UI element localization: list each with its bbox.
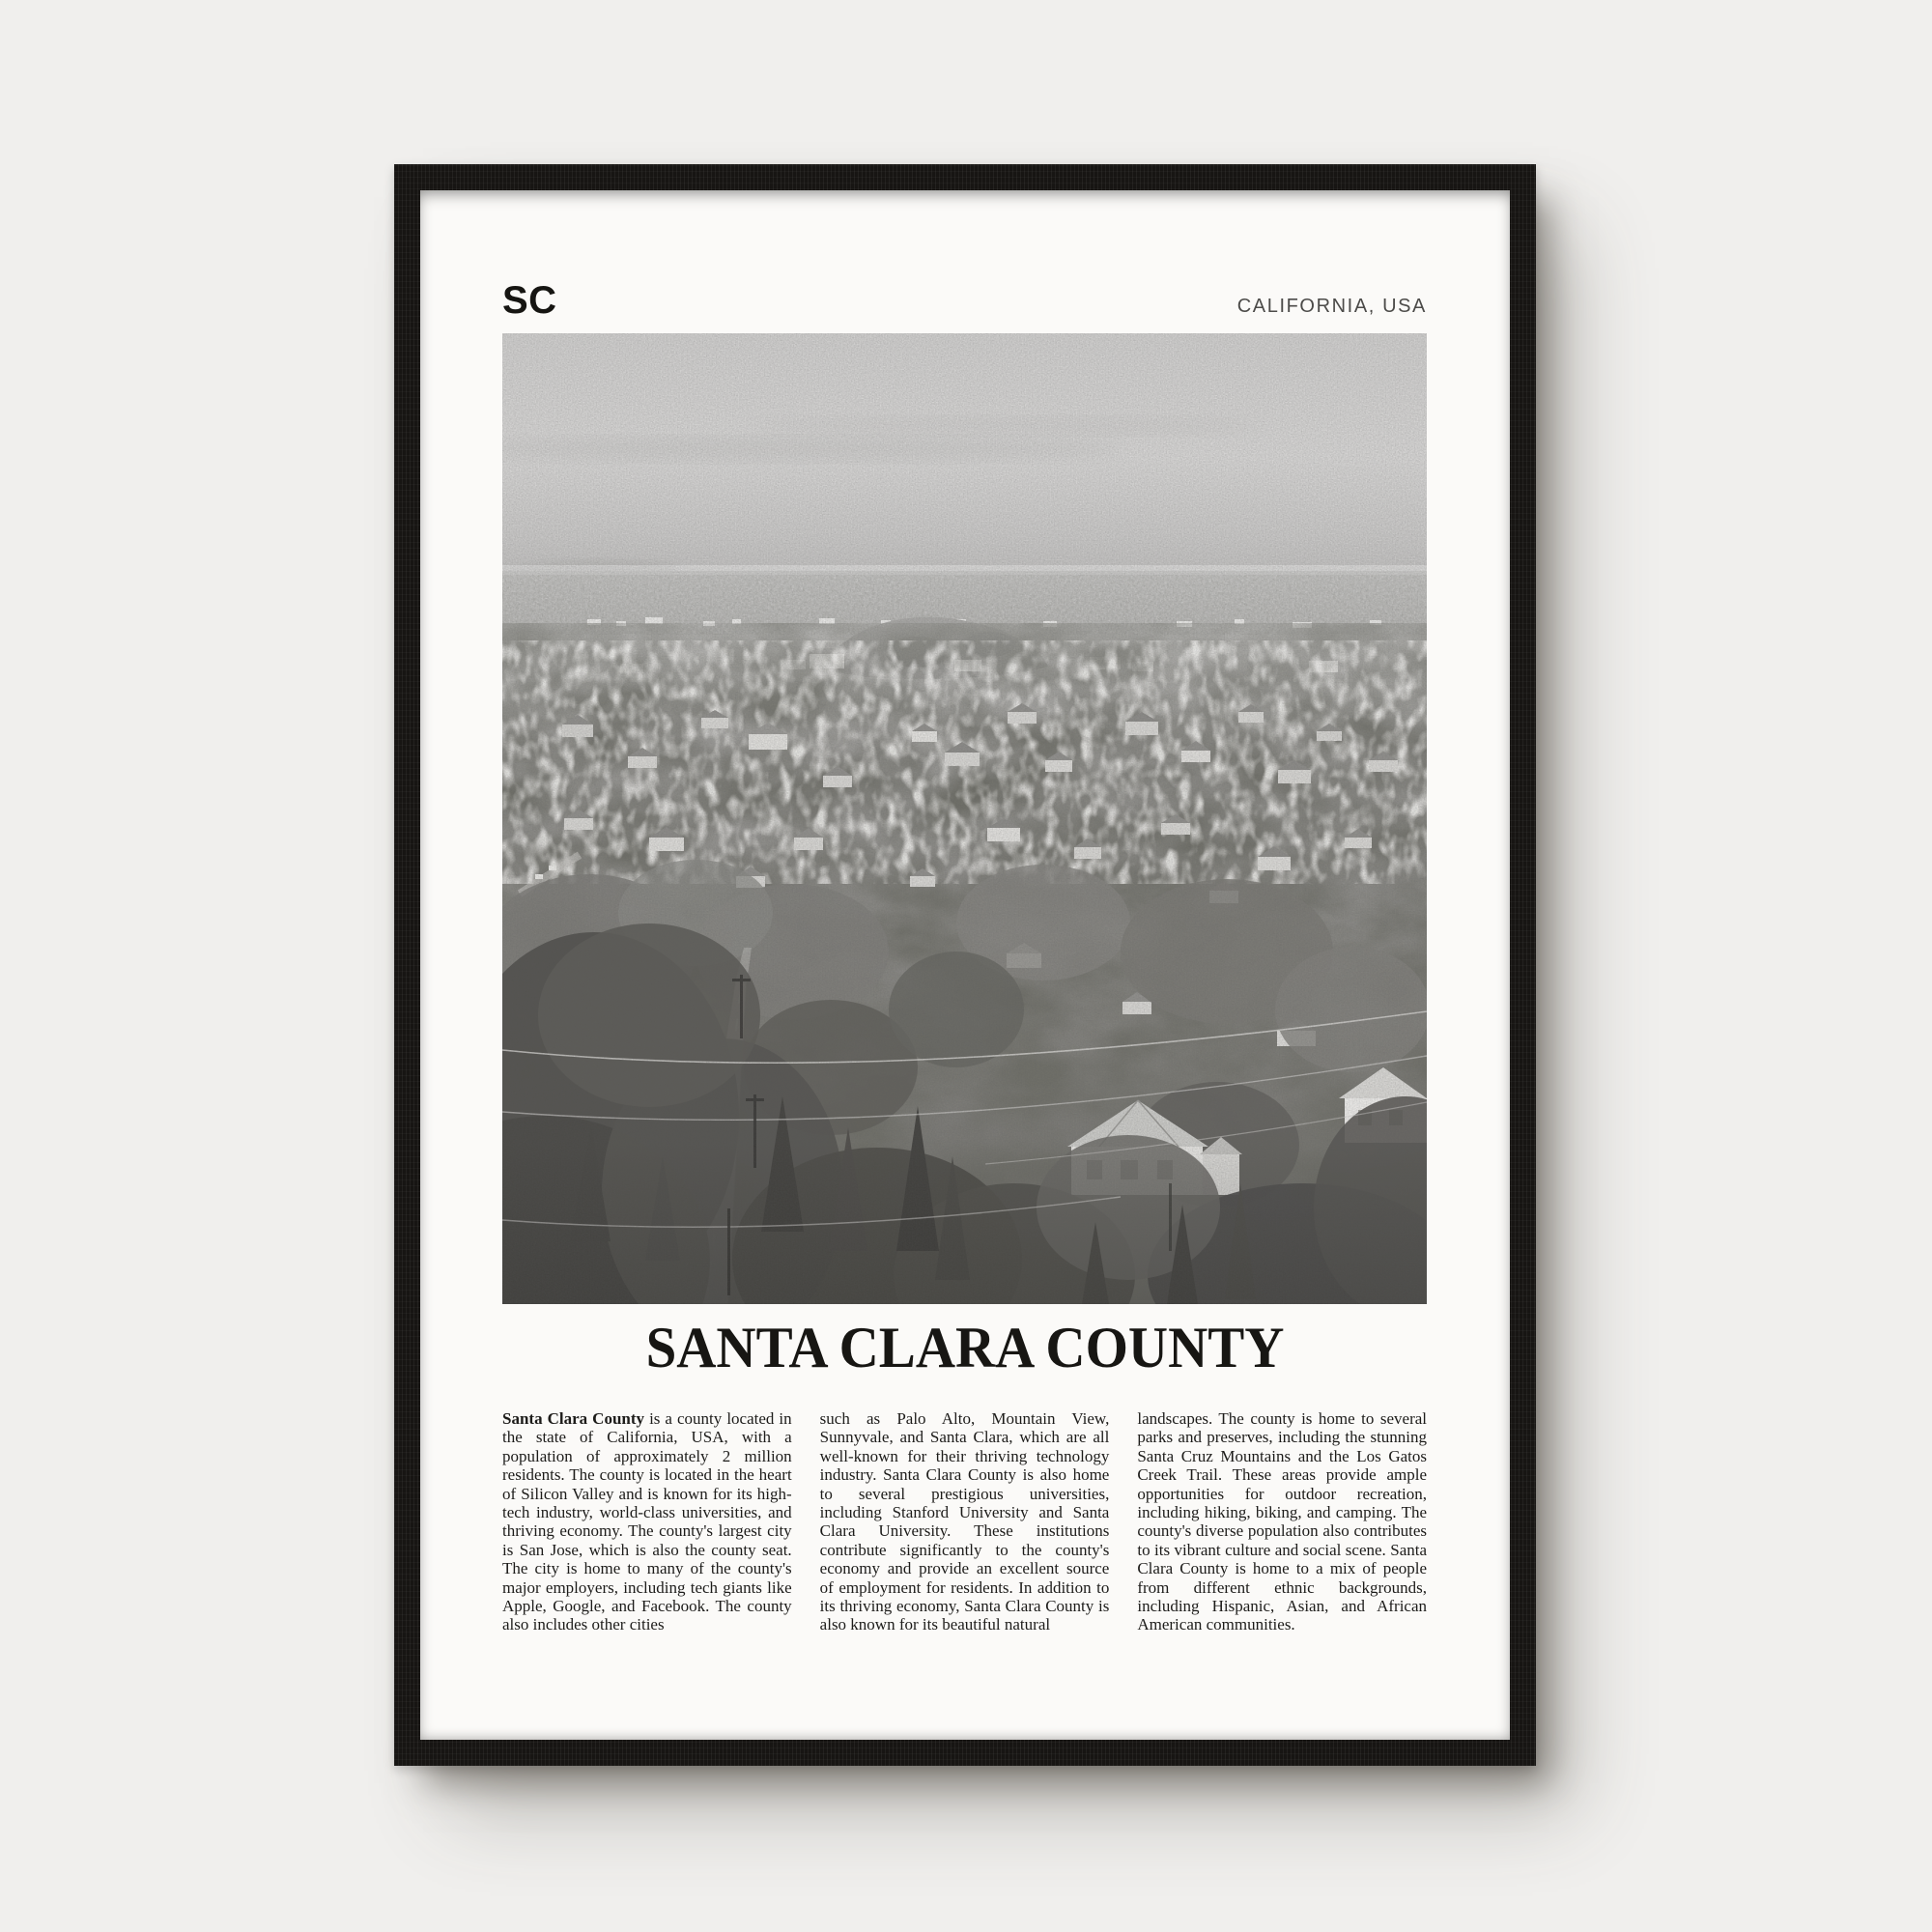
text-column-3 bbox=[1137, 1409, 1427, 1634]
column-2-text: such as Palo Alto, Mountain View, Sunnyvale, and Santa Clara, which are all well-known for their thriving technology industry. Santa Clara County is also home to several prestigious universities, including Stanford University and Santa Clara University. These institutions contribute significantly to the county's economy and provide an excellent source of employment for residents. In addition to its thriving economy, Santa Clara County is also known for its beautiful natural bbox=[819, 1409, 1110, 1634]
poster-header bbox=[502, 281, 1427, 320]
lead-phrase: Santa Clara County bbox=[502, 1409, 645, 1428]
monogram-label: SC bbox=[502, 279, 557, 322]
poster-frame bbox=[394, 164, 1536, 1766]
region-label: CALIFORNIA, USA bbox=[1236, 296, 1427, 317]
column-1-text: is a county located in the state of California, USA, with a population of approximately 2 million residents. The county is located in the heart of Silicon Valley and is known for its high-tech industry, world-class universities, and thriving economy. The county's largest city is San Jose, which is also the county seat. The city is home to many of the county's major employers, including tech giants like Apple, Google, and Facebook. The county also includes other cities bbox=[502, 1409, 792, 1634]
poster bbox=[420, 190, 1510, 1740]
text-column-1 bbox=[502, 1409, 792, 1634]
poster-title: SANTA CLARA COUNTY bbox=[645, 1316, 1285, 1379]
county-photo-art bbox=[502, 333, 1427, 1304]
text-column-2 bbox=[820, 1409, 1110, 1634]
body-text bbox=[502, 1409, 1427, 1634]
column-3-text: landscapes. The county is home to several parks and preserves, including the stunning Santa Cruz Mountains and the Los Gatos Creek Trail. These areas provide ample opportunities for outdoor recreation, including hiking, biking, and camping. The county's diverse population also contributes to its vibrant culture and social scene. Santa Clara County is home to a mix of people from different ethnic backgrounds, including Hispanic, Asian, and African American communities. bbox=[1137, 1409, 1428, 1634]
county-photo bbox=[502, 333, 1427, 1304]
